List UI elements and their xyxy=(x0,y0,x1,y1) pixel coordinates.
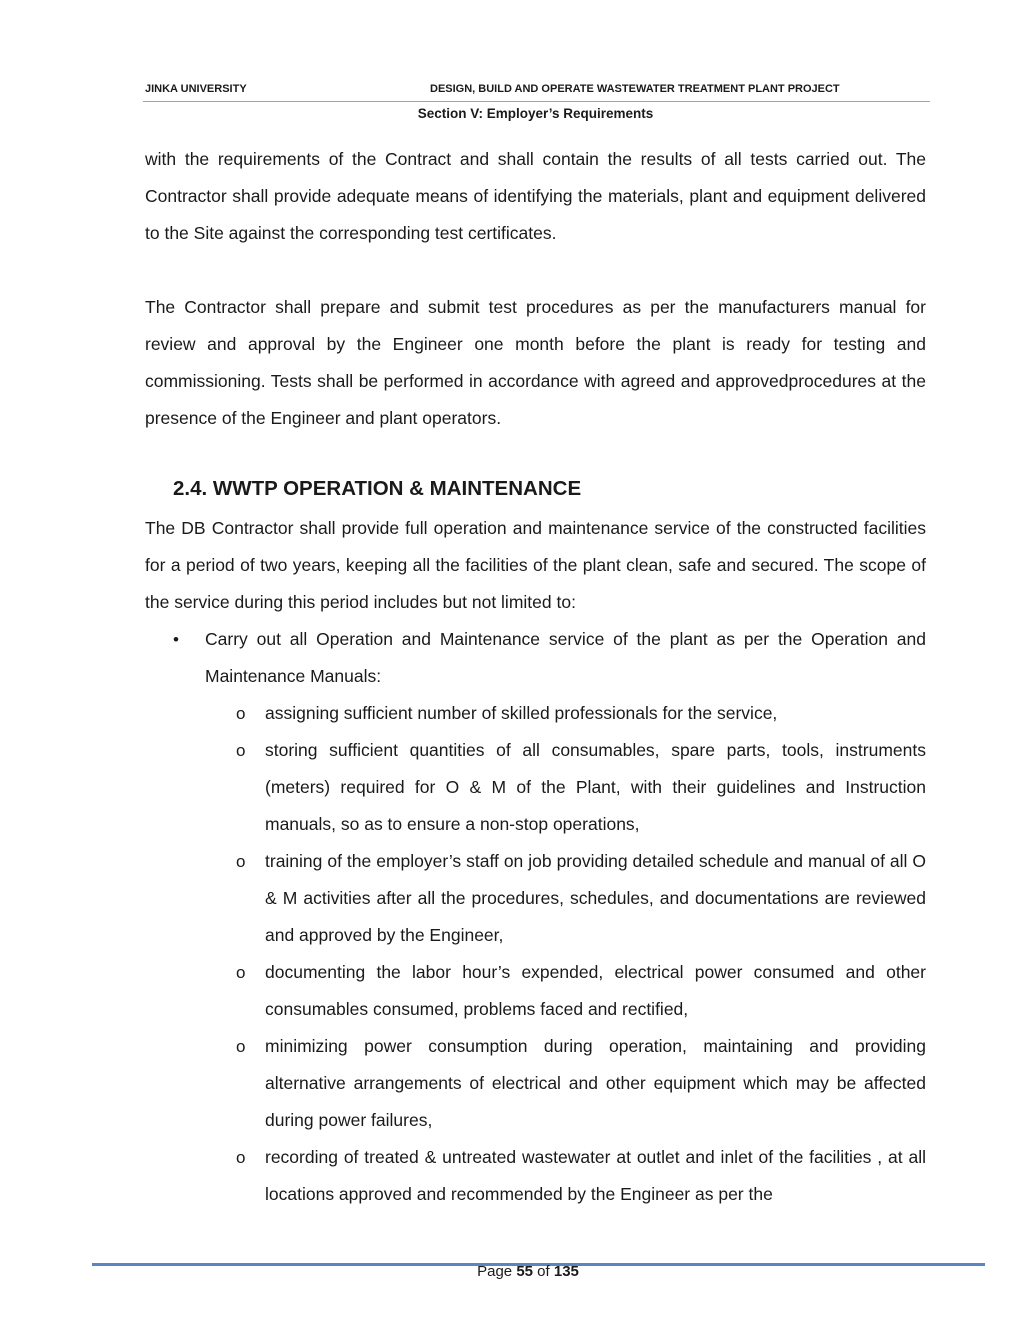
paragraph-spacer xyxy=(145,252,926,289)
current-page: 55 xyxy=(516,1263,533,1280)
sub-list-item xyxy=(145,1028,926,1139)
list-item xyxy=(145,621,926,1213)
sub-list-item xyxy=(145,1139,926,1213)
list-item-text: Carry out all Operation and Maintenance service of the plant as per the Operation and Maintenance Manuals: xyxy=(205,629,926,686)
sub-bullet-marker: o xyxy=(236,741,246,760)
sub-list-item xyxy=(145,732,926,843)
sub-list-item-text: storing sufficient quantities of all consumables, spare parts, tools, instruments (meters) required for O & M of the Plant, with their guidelines and Instruction manuals, so as to ensure a non-stop operations, xyxy=(265,740,926,834)
header-divider xyxy=(143,101,930,102)
paragraph-test-procedures: The Contractor shall prepare and submit test procedures as per the manufacturers manual for review and approval by the Engineer one month before the plant is ready for testing and commissioning. Tests shall be performed in accordance with agreed and approvedprocedures at the presence of the Engineer and plant operators. xyxy=(145,297,926,428)
sub-list-item-text: training of the employer’s staff on job providing detailed schedule and manual of all O & M activities after all the procedures, schedules, and documentations are reviewed and approved by the Engineer, xyxy=(265,851,926,945)
sub-bullet-marker: o xyxy=(236,1037,246,1056)
sub-list xyxy=(205,695,926,1213)
sub-list-item xyxy=(145,954,926,1028)
sub-list-item-text: assigning sufficient number of skilled professionals for the service, xyxy=(265,703,778,723)
paragraph-operation-maintenance: The DB Contractor shall provide full operation and maintenance service of the constructed facilities for a period of two years, keeping all the facilities of the plant clean, safe and secured. The scope of the service during this period includes but not limited to: xyxy=(145,518,926,612)
paragraph-test-certificates: with the requirements of the Contract and shall contain the results of all tests carried out. The Contractor shall provide adequate means of identifying the materials, plant and equipment delivered to the Site against the corresponding test certificates. xyxy=(145,149,926,243)
sub-bullet-marker: o xyxy=(236,852,246,871)
sub-bullet-marker: o xyxy=(236,704,246,723)
header-section-title: Section V: Employer’s Requirements xyxy=(417,106,654,121)
sub-list-item-text: documenting the labor hour’s expended, electrical power consumed and other consumables consumed, problems faced and rectified, xyxy=(265,962,926,1019)
sub-bullet-marker: o xyxy=(236,1148,246,1167)
sub-list-item-text: recording of treated & untreated wastewater at outlet and inlet of the facilities , at all locations approved and recommended by the Engineer as per the xyxy=(265,1147,926,1204)
sub-bullet-marker: o xyxy=(236,963,246,982)
document-body xyxy=(145,141,926,1213)
page-label: Page xyxy=(477,1263,513,1280)
header-project-title: DESIGN, BUILD AND OPERATE WASTEWATER TREATMENT PLANT PROJECT xyxy=(430,83,840,95)
section-heading: 2.4. WWTP OPERATION & MAINTENANCE xyxy=(173,477,582,500)
scope-list xyxy=(145,621,926,1213)
page-number xyxy=(0,1263,1024,1280)
header-organization: JINKA UNIVERSITY xyxy=(145,83,247,95)
bullet-marker: • xyxy=(173,630,179,649)
of-label: of xyxy=(537,1263,550,1280)
sub-list-item xyxy=(145,695,926,732)
total-pages: 135 xyxy=(553,1263,579,1280)
sub-list-item-text: minimizing power consumption during operation, maintaining and providing alternative arrangements of electrical and other equipment which may be affected during power failures, xyxy=(265,1036,926,1130)
sub-list-item xyxy=(145,843,926,954)
